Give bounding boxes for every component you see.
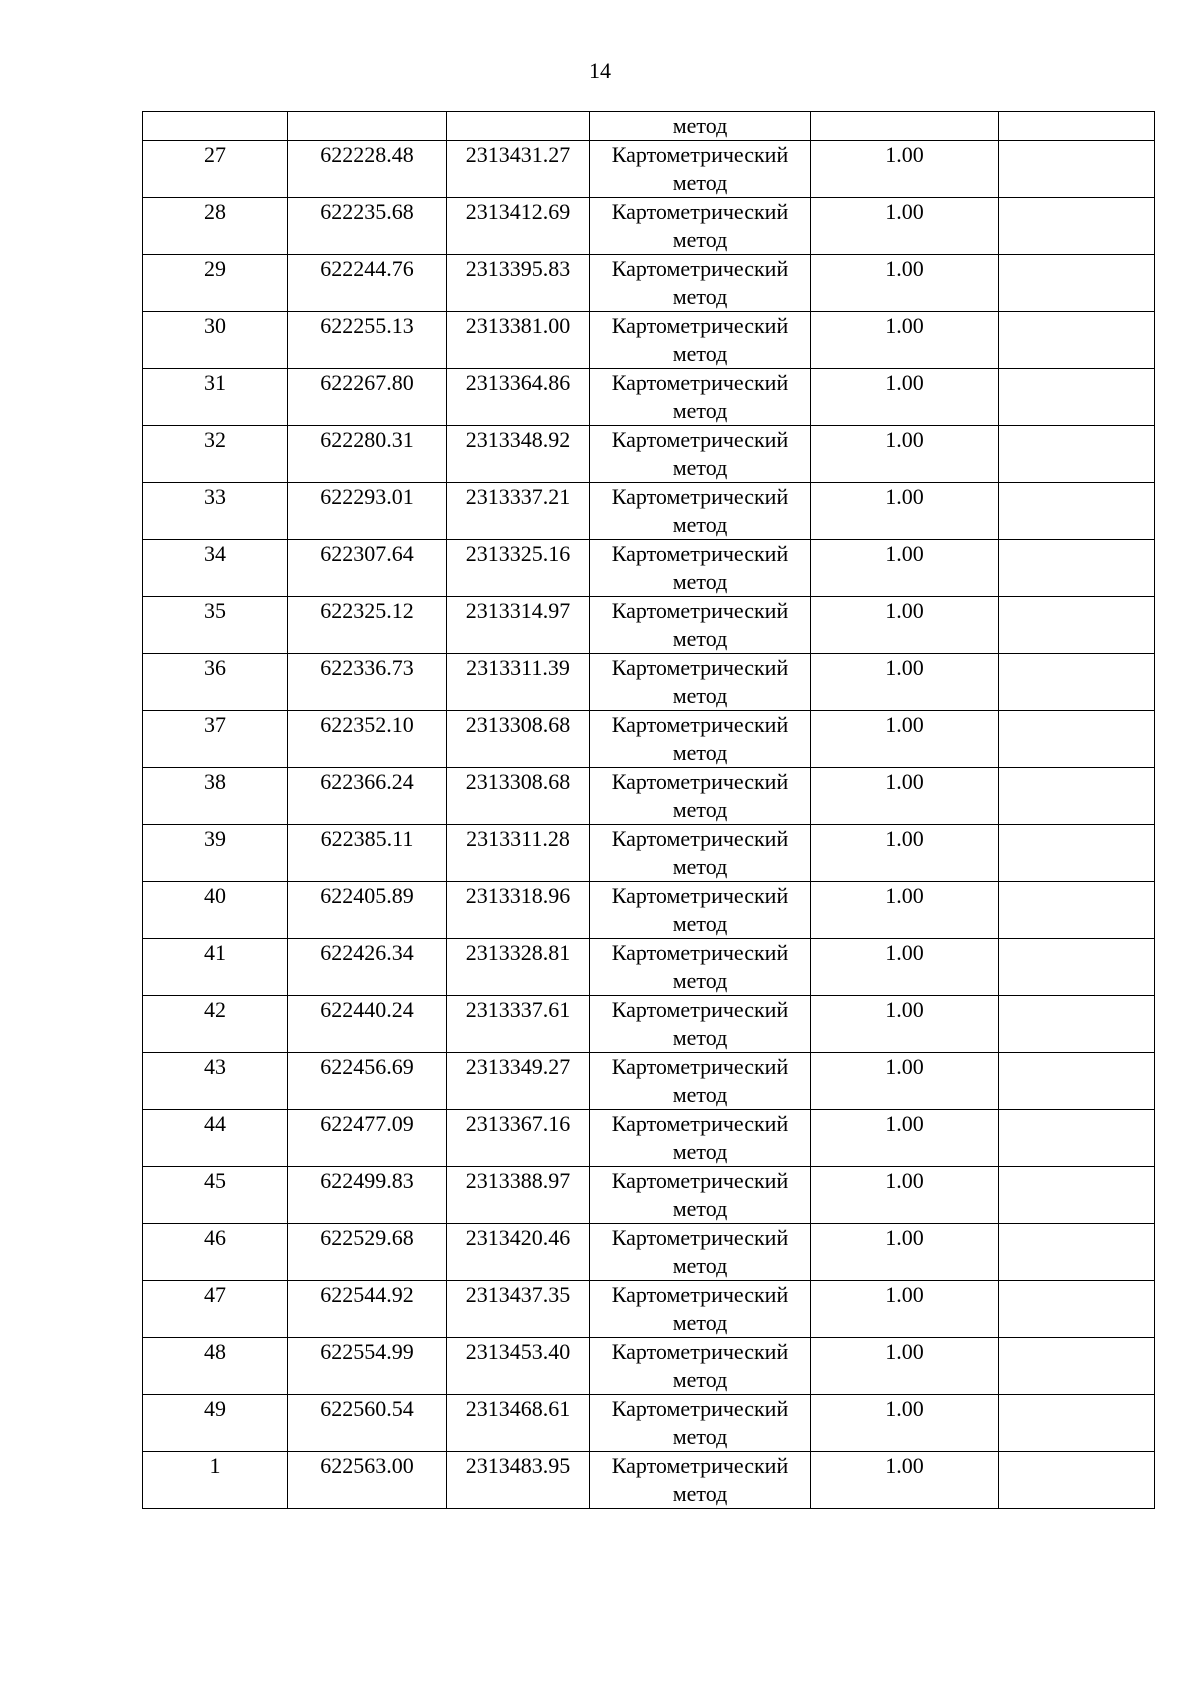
table-row bbox=[143, 1395, 1155, 1452]
cell-accuracy: 1.00 bbox=[811, 1110, 999, 1167]
cell-point: 32 bbox=[143, 426, 288, 483]
cell-method bbox=[590, 141, 811, 198]
cell-method bbox=[590, 882, 811, 939]
cell-y: 2313308.68 bbox=[447, 768, 590, 825]
cell-x bbox=[288, 112, 447, 141]
table-row bbox=[143, 255, 1155, 312]
cell-method bbox=[590, 1053, 811, 1110]
cell-x: 622280.31 bbox=[288, 426, 447, 483]
method-line-2: метод bbox=[672, 227, 728, 252]
method-line-2: метод bbox=[672, 683, 728, 708]
cell-point: 31 bbox=[143, 369, 288, 426]
table-row bbox=[143, 882, 1155, 939]
cell-method bbox=[590, 768, 811, 825]
table-row bbox=[143, 939, 1155, 996]
table-row bbox=[143, 483, 1155, 540]
cell-y: 2313325.16 bbox=[447, 540, 590, 597]
cell-y bbox=[447, 112, 590, 141]
method-line-1: Картометрический bbox=[611, 1111, 789, 1136]
cell-x: 622307.64 bbox=[288, 540, 447, 597]
cell-accuracy: 1.00 bbox=[811, 540, 999, 597]
cell-point: 35 bbox=[143, 597, 288, 654]
cell-accuracy: 1.00 bbox=[811, 882, 999, 939]
cell-point: 41 bbox=[143, 939, 288, 996]
cell-x: 622255.13 bbox=[288, 312, 447, 369]
cell-method bbox=[590, 711, 811, 768]
cell-method bbox=[590, 255, 811, 312]
cell-method bbox=[590, 1395, 811, 1452]
method-line-2: метод bbox=[672, 398, 728, 423]
method-line-1: Картометрический bbox=[611, 883, 789, 908]
cell-method bbox=[590, 1281, 811, 1338]
cell-y: 2313311.28 bbox=[447, 825, 590, 882]
cell-x: 622336.73 bbox=[288, 654, 447, 711]
cell-accuracy: 1.00 bbox=[811, 1224, 999, 1281]
cell-x: 622440.24 bbox=[288, 996, 447, 1053]
cell-y: 2313367.16 bbox=[447, 1110, 590, 1167]
cell-point: 34 bbox=[143, 540, 288, 597]
cell-method bbox=[590, 1338, 811, 1395]
method-line-2: метод bbox=[672, 911, 728, 936]
cell-accuracy: 1.00 bbox=[811, 711, 999, 768]
cell-y: 2313328.81 bbox=[447, 939, 590, 996]
cell-y: 2313381.00 bbox=[447, 312, 590, 369]
cell-accuracy: 1.00 bbox=[811, 597, 999, 654]
method-line-1: Картометрический bbox=[611, 940, 789, 965]
cell-point: 48 bbox=[143, 1338, 288, 1395]
cell-y: 2313311.39 bbox=[447, 654, 590, 711]
cell-accuracy: 1.00 bbox=[811, 1167, 999, 1224]
method-line-1: Картометрический bbox=[611, 1054, 789, 1079]
table-row bbox=[143, 198, 1155, 255]
method-line-1: Картометрический bbox=[611, 1225, 789, 1250]
cell-x: 622235.68 bbox=[288, 198, 447, 255]
cell-accuracy: 1.00 bbox=[811, 825, 999, 882]
cell-accuracy: 1.00 bbox=[811, 141, 999, 198]
cell-note bbox=[999, 1338, 1155, 1395]
cell-x: 622426.34 bbox=[288, 939, 447, 996]
cell-x: 622352.10 bbox=[288, 711, 447, 768]
cell-point: 40 bbox=[143, 882, 288, 939]
method-line-2: метод bbox=[672, 455, 728, 480]
cell-point: 33 bbox=[143, 483, 288, 540]
method-line-2: метод bbox=[672, 1310, 728, 1335]
cell-accuracy: 1.00 bbox=[811, 1281, 999, 1338]
cell-note bbox=[999, 1395, 1155, 1452]
page-number: 14 bbox=[589, 58, 611, 83]
cell-accuracy: 1.00 bbox=[811, 369, 999, 426]
cell-y: 2313337.21 bbox=[447, 483, 590, 540]
cell-point: 45 bbox=[143, 1167, 288, 1224]
method-line-1: Картометрический bbox=[611, 1168, 789, 1193]
cell-note bbox=[999, 711, 1155, 768]
method-line-1: Картометрический bbox=[611, 655, 789, 680]
cell-point: 29 bbox=[143, 255, 288, 312]
cell-x: 622499.83 bbox=[288, 1167, 447, 1224]
cell-accuracy bbox=[811, 112, 999, 141]
cell-accuracy: 1.00 bbox=[811, 939, 999, 996]
cell-accuracy: 1.00 bbox=[811, 768, 999, 825]
method-line-1: Картометрический bbox=[611, 199, 789, 224]
cell-note bbox=[999, 597, 1155, 654]
cell-accuracy: 1.00 bbox=[811, 1395, 999, 1452]
method-line-1: Картометрический bbox=[611, 1339, 789, 1364]
coordinates-table-body bbox=[143, 112, 1155, 1509]
cell-y: 2313395.83 bbox=[447, 255, 590, 312]
cell-note bbox=[999, 1110, 1155, 1167]
cell-method bbox=[590, 198, 811, 255]
cell-method bbox=[590, 369, 811, 426]
cell-x: 622544.92 bbox=[288, 1281, 447, 1338]
cell-method bbox=[590, 939, 811, 996]
cell-note bbox=[999, 141, 1155, 198]
cell-point: 38 bbox=[143, 768, 288, 825]
cell-y: 2313308.68 bbox=[447, 711, 590, 768]
table-row bbox=[143, 1167, 1155, 1224]
cell-note bbox=[999, 1281, 1155, 1338]
table-row bbox=[143, 1224, 1155, 1281]
cell-method bbox=[590, 825, 811, 882]
method-line-2: метод bbox=[672, 1424, 728, 1449]
cell-method bbox=[590, 654, 811, 711]
cell-point bbox=[143, 112, 288, 141]
cell-point: 46 bbox=[143, 1224, 288, 1281]
cell-x: 622244.76 bbox=[288, 255, 447, 312]
cell-x: 622560.54 bbox=[288, 1395, 447, 1452]
method-line-1: Картометрический bbox=[611, 1453, 789, 1478]
method-line-2: метод bbox=[672, 512, 728, 537]
cell-accuracy: 1.00 bbox=[811, 312, 999, 369]
cell-note bbox=[999, 255, 1155, 312]
cell-note bbox=[999, 825, 1155, 882]
cell-method bbox=[590, 1110, 811, 1167]
cell-note bbox=[999, 312, 1155, 369]
cell-accuracy: 1.00 bbox=[811, 1452, 999, 1509]
cell-x: 622293.01 bbox=[288, 483, 447, 540]
method-line-2: метод bbox=[672, 1253, 728, 1278]
cell-y: 2313349.27 bbox=[447, 1053, 590, 1110]
method-line-1: Картометрический bbox=[611, 712, 789, 737]
cell-accuracy: 1.00 bbox=[811, 426, 999, 483]
cell-method bbox=[590, 1452, 811, 1509]
method-line-1: Картометрический bbox=[611, 1396, 789, 1421]
method-line-2: метод bbox=[672, 569, 728, 594]
cell-method: метод bbox=[590, 112, 811, 141]
cell-x: 622405.89 bbox=[288, 882, 447, 939]
cell-note bbox=[999, 882, 1155, 939]
cell-y: 2313437.35 bbox=[447, 1281, 590, 1338]
method-line-2: метод bbox=[672, 341, 728, 366]
cell-accuracy: 1.00 bbox=[811, 1338, 999, 1395]
cell-accuracy: 1.00 bbox=[811, 996, 999, 1053]
cell-note bbox=[999, 654, 1155, 711]
table-row bbox=[143, 1338, 1155, 1395]
cell-x: 622563.00 bbox=[288, 1452, 447, 1509]
cell-accuracy: 1.00 bbox=[811, 654, 999, 711]
method-line-1: Картометрический bbox=[611, 142, 789, 167]
cell-note bbox=[999, 112, 1155, 141]
method-line-1: Картометрический bbox=[611, 769, 789, 794]
table-row bbox=[143, 825, 1155, 882]
method-line-2: метод bbox=[672, 284, 728, 309]
cell-note bbox=[999, 426, 1155, 483]
coordinates-table bbox=[142, 111, 1155, 1509]
cell-x: 622529.68 bbox=[288, 1224, 447, 1281]
cell-point: 37 bbox=[143, 711, 288, 768]
cell-note bbox=[999, 939, 1155, 996]
cell-point: 44 bbox=[143, 1110, 288, 1167]
cell-x: 622228.48 bbox=[288, 141, 447, 198]
method-line-2: метод bbox=[672, 854, 728, 879]
cell-y: 2313337.61 bbox=[447, 996, 590, 1053]
cell-y: 2313412.69 bbox=[447, 198, 590, 255]
cell-point: 43 bbox=[143, 1053, 288, 1110]
cell-y: 2313468.61 bbox=[447, 1395, 590, 1452]
method-line-2: метод bbox=[672, 968, 728, 993]
cell-note bbox=[999, 768, 1155, 825]
table-row bbox=[143, 597, 1155, 654]
cell-accuracy: 1.00 bbox=[811, 483, 999, 540]
table-row bbox=[143, 654, 1155, 711]
cell-y: 2313314.97 bbox=[447, 597, 590, 654]
cell-note bbox=[999, 1452, 1155, 1509]
method-line-2: метод bbox=[672, 740, 728, 765]
method-line-2: метод bbox=[672, 1082, 728, 1107]
cell-method bbox=[590, 312, 811, 369]
cell-point: 49 bbox=[143, 1395, 288, 1452]
table-row bbox=[143, 369, 1155, 426]
table-row bbox=[143, 426, 1155, 483]
cell-note bbox=[999, 1053, 1155, 1110]
cell-x: 622477.09 bbox=[288, 1110, 447, 1167]
cell-y: 2313453.40 bbox=[447, 1338, 590, 1395]
cell-method bbox=[590, 426, 811, 483]
method-line-2: метод bbox=[672, 626, 728, 651]
table-row bbox=[143, 1110, 1155, 1167]
cell-note bbox=[999, 540, 1155, 597]
table-row bbox=[143, 711, 1155, 768]
method-line-1: Картометрический bbox=[611, 826, 789, 851]
cell-x: 622267.80 bbox=[288, 369, 447, 426]
method-line-2: метод bbox=[672, 1025, 728, 1050]
cell-point: 42 bbox=[143, 996, 288, 1053]
method-line-2: метод bbox=[672, 170, 728, 195]
cell-x: 622325.12 bbox=[288, 597, 447, 654]
method-line-1: Картометрический bbox=[611, 484, 789, 509]
cell-method bbox=[590, 996, 811, 1053]
cell-point: 36 bbox=[143, 654, 288, 711]
cell-note bbox=[999, 483, 1155, 540]
method-line-2: метод bbox=[672, 1196, 728, 1221]
cell-method bbox=[590, 597, 811, 654]
method-line-1: Картометрический bbox=[611, 256, 789, 281]
cell-y: 2313483.95 bbox=[447, 1452, 590, 1509]
cell-point: 30 bbox=[143, 312, 288, 369]
cell-x: 622385.11 bbox=[288, 825, 447, 882]
cell-point: 1 bbox=[143, 1452, 288, 1509]
table-row bbox=[143, 141, 1155, 198]
method-line-2: метод bbox=[672, 1139, 728, 1164]
method-line-1: Картометрический bbox=[611, 1282, 789, 1307]
method-line-1: Картометрический bbox=[611, 313, 789, 338]
cell-y: 2313431.27 bbox=[447, 141, 590, 198]
method-line-1: Картометрический bbox=[611, 370, 789, 395]
method-line-2: метод bbox=[672, 1367, 728, 1392]
cell-y: 2313318.96 bbox=[447, 882, 590, 939]
cell-y: 2313388.97 bbox=[447, 1167, 590, 1224]
cell-x: 622456.69 bbox=[288, 1053, 447, 1110]
table-row bbox=[143, 768, 1155, 825]
cell-x: 622554.99 bbox=[288, 1338, 447, 1395]
cell-x: 622366.24 bbox=[288, 768, 447, 825]
cell-point: 39 bbox=[143, 825, 288, 882]
table-row bbox=[143, 540, 1155, 597]
method-line-1: Картометрический bbox=[611, 598, 789, 623]
cell-accuracy: 1.00 bbox=[811, 198, 999, 255]
table-row bbox=[143, 1053, 1155, 1110]
cell-point: 27 bbox=[143, 141, 288, 198]
method-line-1: Картометрический bbox=[611, 997, 789, 1022]
method-line-1: Картометрический bbox=[611, 541, 789, 566]
cell-note bbox=[999, 369, 1155, 426]
cell-note bbox=[999, 198, 1155, 255]
table-row bbox=[143, 1452, 1155, 1509]
cell-note bbox=[999, 1167, 1155, 1224]
cell-method bbox=[590, 540, 811, 597]
cell-note bbox=[999, 1224, 1155, 1281]
cell-accuracy: 1.00 bbox=[811, 255, 999, 312]
cell-point: 28 bbox=[143, 198, 288, 255]
cell-note bbox=[999, 996, 1155, 1053]
table-row bbox=[143, 312, 1155, 369]
cell-point: 47 bbox=[143, 1281, 288, 1338]
cell-method bbox=[590, 1224, 811, 1281]
table-row bbox=[143, 1281, 1155, 1338]
method-line-2: метод bbox=[672, 1481, 728, 1506]
cell-y: 2313420.46 bbox=[447, 1224, 590, 1281]
cell-y: 2313348.92 bbox=[447, 426, 590, 483]
cell-method bbox=[590, 1167, 811, 1224]
cell-method bbox=[590, 483, 811, 540]
table-row bbox=[143, 996, 1155, 1053]
cell-accuracy: 1.00 bbox=[811, 1053, 999, 1110]
method-line-2: метод bbox=[672, 797, 728, 822]
cell-y: 2313364.86 bbox=[447, 369, 590, 426]
method-line-1: Картометрический bbox=[611, 427, 789, 452]
continuation-row bbox=[143, 112, 1155, 141]
